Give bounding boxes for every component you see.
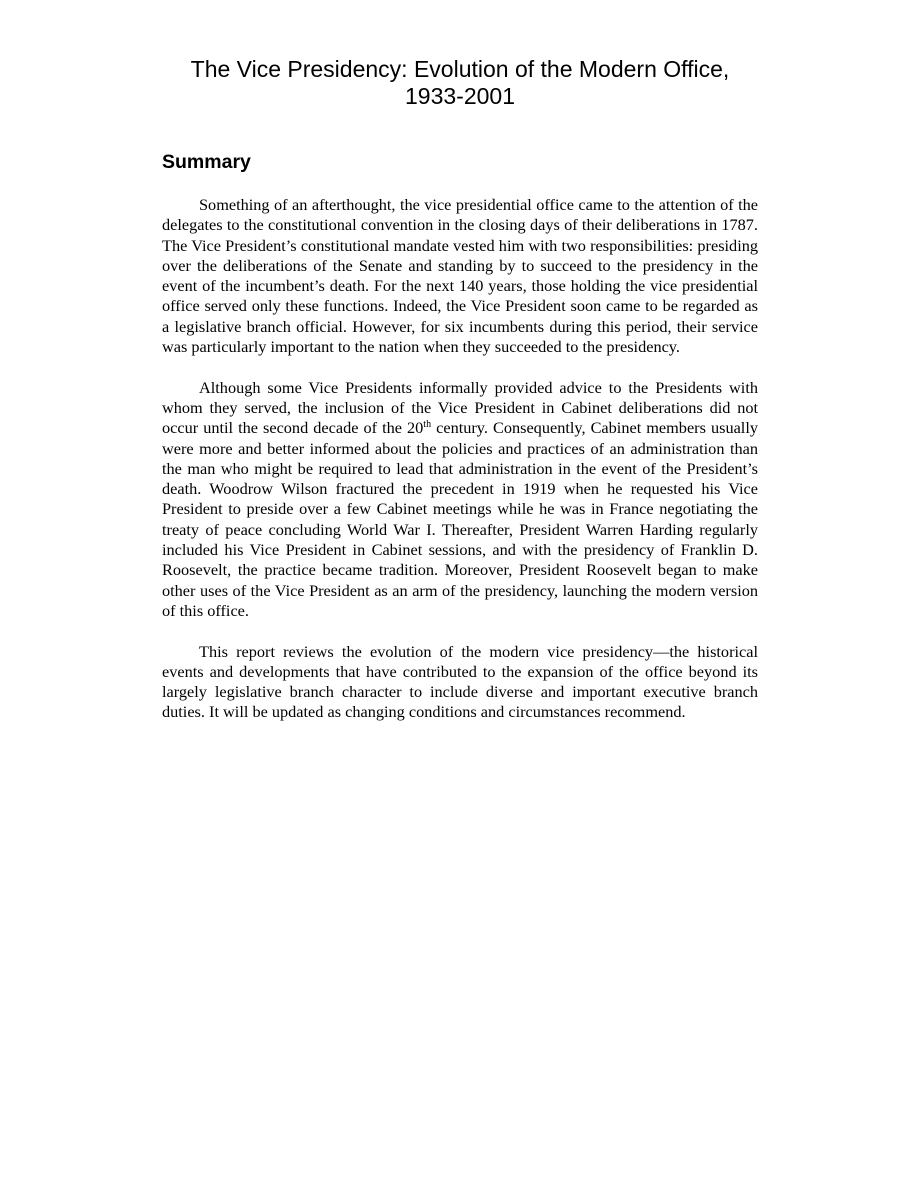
summary-paragraph-3: This report reviews the evolution of the modern vice presidency—the historical events and developments that have contributed to the expansion of the office beyond its largely legislative branch character to include diverse and important executive branch duties. It will be updated as changing conditions and circumstances recommend. (162, 641, 758, 722)
summary-paragraph-1: Something of an afterthought, the vice presidential office came to the attention of the delegates to the constitutional convention in the closing days of their deliberations in 1787. The Vice President’s constitutional mandate vested him with two responsibilities: presiding over the deliberations of the Senate and standing by to succeed to the presidency in the event of the incumbent’s death. For the next 140 years, those holding the vice presidential office served only these functions. Indeed, the Vice President soon came to be regarded as a legislative branch official. However, for six incumbents during this period, their service was particularly important to the nation when they succeeded to the presidency. (162, 195, 758, 357)
ordinal-superscript: th (423, 419, 432, 431)
title-line-2: 1933-2001 (405, 83, 515, 109)
title-line-1: The Vice Presidency: Evolution of the Modern Office, (190, 56, 730, 82)
paragraph-2-text-end: century. Consequently, Cabinet members usually were more and better informed about the policies and practices of an administration than the man who might be required to lead that administration in the event of the President’s death. Woodrow Wilson fractured the precedent in 1919 when he requested his Vice President to preside over a few Cabinet meetings while he was in France negotiating the treaty of peace concluding World War I. Thereafter, President Warren Harding regularly included his Vice President in Cabinet sessions, and with the presidency of Franklin D. Roosevelt, the practice became tradition. Moreover, President Roosevelt began to make other uses of the Vice President as an arm of the presidency, launching the modern version of this office. (162, 418, 758, 620)
document-page (162, 56, 758, 723)
document-title (162, 56, 758, 110)
paragraph-2-text-start: Although some Vice Presidents informally provided advice to the Presidents with whom they served, the inclusion of the Vice President in Cabinet deliberations did not occur until the second decade of the 20 (162, 377, 758, 438)
summary-paragraph-2 (162, 378, 758, 622)
summary-heading: Summary (162, 151, 251, 173)
